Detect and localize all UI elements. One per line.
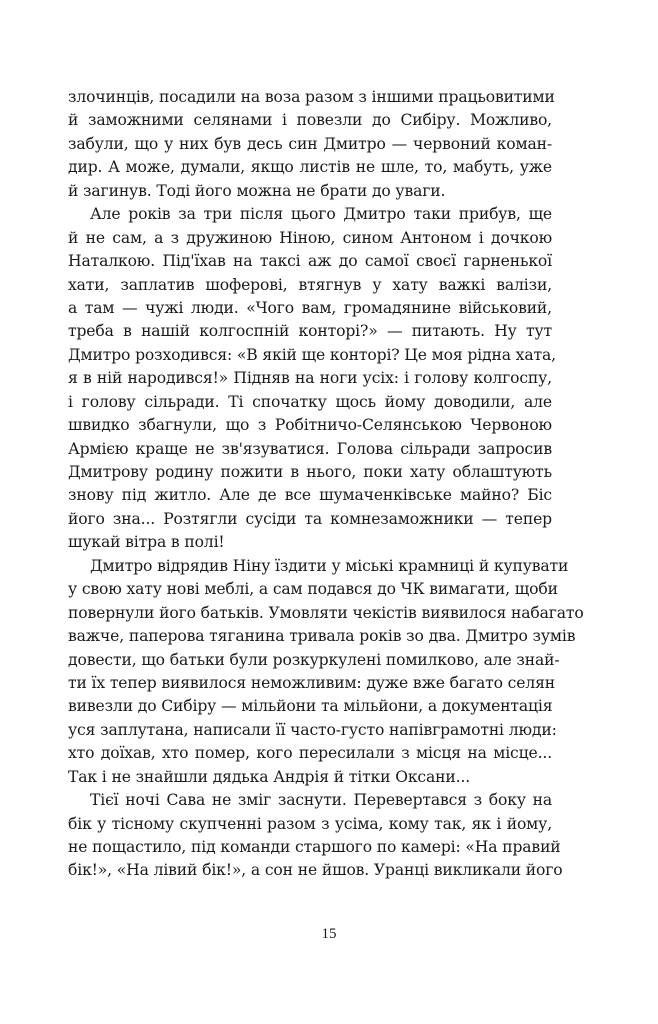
text-line: хто доїхав, хто помер, кого пересилали з місця на місце... — [68, 744, 552, 763]
text-line: швидко збагнули, що з Робітничо-Селянською Червоною — [68, 416, 552, 435]
text-line: уся заплутана, написали її часто-густо напівграмотні люди: — [68, 720, 557, 739]
text-line: шукай вітра в полі! — [68, 533, 225, 552]
paragraph-4 — [68, 789, 563, 883]
text-line: Але років за три після цього Дмитро таки прибув, ще — [90, 205, 552, 224]
text-line: повернули його батьків. Умовляти чекістів виявилося набагато — [68, 603, 584, 622]
text-line: бік у тісному скупченні разом з усіма, кому так, як і йому, — [68, 814, 552, 833]
text-line: Дмитро розходився: «В якій ще конторі? Це моя рідна хата, — [68, 345, 556, 364]
text-line: забули, що у них був десь син Дмитро — червоний коман- — [68, 134, 552, 153]
text-line: знову під житло. Але де все шумаченківське майно? Біс — [68, 486, 552, 505]
page-body — [68, 86, 584, 883]
text-line: Дмитрову родину пожити в нього, поки хату облаштують — [68, 463, 552, 481]
text-line: а там — чужі люди. «Чого вам, громадянине військовий, — [68, 298, 552, 317]
text-line: треба в нашій колгоспній конторі?» — питають. Ну тут — [68, 322, 552, 341]
text-line: довести, що батьки були розкуркулені помилково, але знай- — [68, 650, 560, 669]
text-line: й загинув. Тоді його можна не брати до уваги. — [68, 181, 446, 200]
text-line: бік!», «На лівий бік!», а сон не йшов. Уранці викликали його — [68, 861, 563, 880]
text-line: Так і не знайшли дядька Андрія й тітки Оксани... — [68, 767, 471, 786]
text-line: Дмитро відрядив Ніну їздити у міські крамниці й купувати — [90, 556, 569, 575]
text-line: його зна... Розтягли сусіди та комнезаможники — тепер — [68, 509, 552, 528]
text-line: ти їх тепер виявилося неможливим: дуже вже багато селян — [68, 673, 556, 692]
text-line: хати, заплатив шоферові, втягнув у хату важкі валізи, — [68, 275, 552, 294]
text-line: й не сам, а з дружиною Ніною, сином Антоном і дочкою — [68, 228, 552, 247]
paragraph-3 — [68, 555, 584, 789]
text-line: не пощастило, під команди старшого по камері: «На правий — [68, 838, 561, 856]
text-line: дир. А може, думали, якщо листів не шле, то, мабуть, уже — [68, 158, 552, 177]
text-line: Наталкою. Під'їхав на таксі аж до самої своєї гарненької — [68, 252, 552, 271]
text-line: й заможними селянами і повезли до Сибіру. Можливо, — [68, 111, 552, 130]
text-line: я в ній народився!» Підняв на ноги усіх: і голову колгоспу, — [68, 369, 552, 388]
text-line: вивезли до Сибіру — мільйони та мільйони, а документація — [68, 697, 553, 716]
text-line: і голову сільради. Ті спочатку щось йому доводили, але — [68, 392, 552, 411]
paragraph-2 — [68, 203, 556, 555]
paragraph-1 — [68, 86, 555, 203]
text-line: Тієї ночі Сава не зміг заснути. Перевертався з боку на — [90, 791, 552, 810]
text-line: злочинців, посадили на воза разом з іншими працьовитими — [68, 88, 555, 106]
text-line: важче, паперова тяганина тривала років зо два. Дмитро зумів — [68, 627, 576, 646]
page-number: 15 — [321, 926, 337, 942]
text-line: у свою хату нові меблі, а сам подався до ЧК вимагати, щоби — [68, 580, 558, 599]
text-line: Армією краще не зв'язуватися. Голова сільради запросив — [68, 439, 552, 458]
